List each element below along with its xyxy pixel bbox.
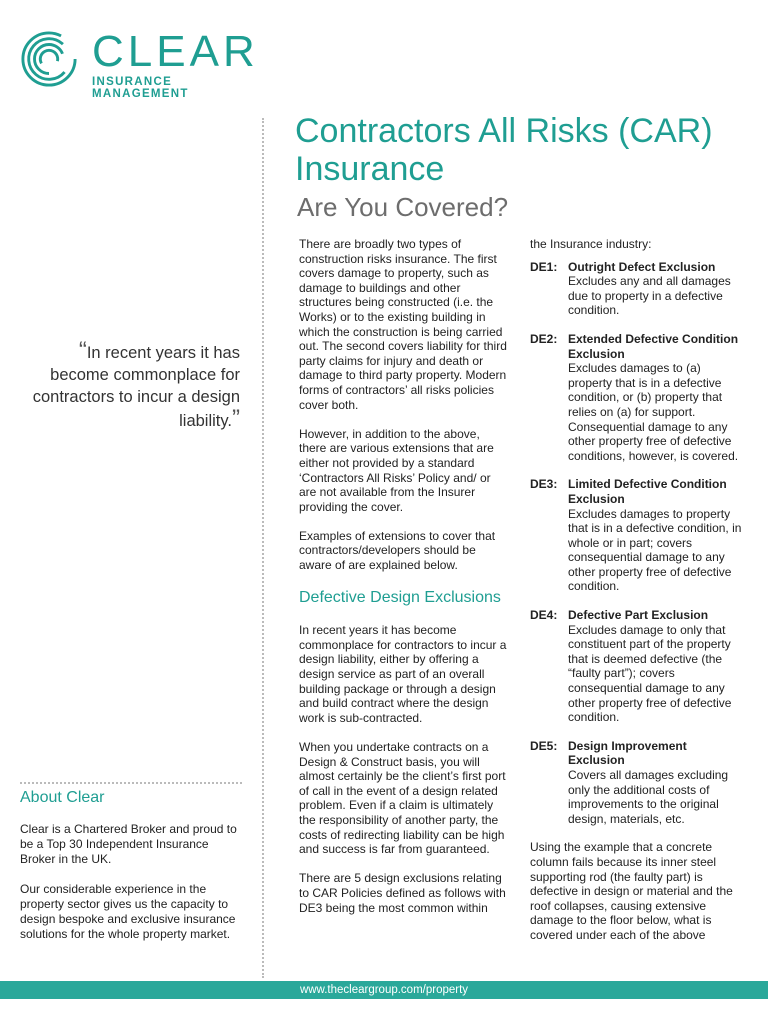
open-quote-mark: “ bbox=[78, 337, 87, 364]
brand-name: CLEAR bbox=[92, 27, 259, 76]
body-paragraph: Using the example that a concrete column fails because its inner steel supporting rod (the faulty part) is defective in design or material and the roof collapses, causing extensive damage to the floor below, what is covered under each of the above bbox=[530, 840, 733, 942]
exclusion-code: DE3: bbox=[530, 477, 558, 492]
about-paragraph: Our considerable experience in the property sector gives us the capacity to design bespoke and exclusive insurance solutions for the whole property market. bbox=[20, 882, 236, 941]
body-paragraph: Examples of extensions to cover that contractors/developers should be aware of are explained below. bbox=[299, 528, 496, 573]
about-paragraph: Clear is a Chartered Broker and proud to be a Top 30 Independent Insurance Broker in the UK. bbox=[20, 822, 237, 866]
body-column-1 bbox=[299, 237, 509, 930]
exclusion-title: Limited Defective Condition Exclusion bbox=[568, 477, 727, 506]
body-paragraph: However, in addition to the above, there are various extensions that are either not provided by a standard ‘Contractors All Risks’ Policy and/ or are not available from the Insurer providing the cover. bbox=[299, 426, 494, 514]
section-heading: Defective Design Exclusions bbox=[299, 589, 501, 607]
exclusion-item bbox=[530, 477, 745, 594]
footer-url-link[interactable]: www.thecleargroup.com/property bbox=[299, 984, 469, 996]
brand-tagline: INSURANCE MANAGEMENT bbox=[92, 76, 189, 100]
exclusion-text: Excludes damage to only that constituent part of the property that is deemed defective (the “faulty part”); covers consequential damage to any other property free of defective condition. bbox=[568, 622, 732, 725]
exclusion-title: Extended Defective Condition Exclusion bbox=[568, 331, 739, 361]
exclusion-code: DE1: bbox=[530, 259, 558, 274]
body-paragraph: When you undertake contracts on a Design & Construct basis, you will almost certainly be the client’s first port of call in the event of a design related problem. Even if a claim is ultimately the responsibility of another party, the costs of redirecting liability can be high and success is far from guaranteed. bbox=[299, 740, 506, 857]
exclusion-text: Excludes damages to (a) property that is in a defective condition, or (b) property that relies on (a) for support. Consequential damage to any other property free of defective conditions, however, is covered. bbox=[568, 361, 739, 463]
exclusion-body bbox=[568, 332, 745, 463]
exclusion-body bbox=[568, 739, 745, 827]
exclusion-body bbox=[568, 608, 745, 725]
pull-quote-text: In recent years it has become commonplace for contractors to incur a design liability. bbox=[32, 344, 240, 430]
exclusion-item bbox=[530, 739, 745, 827]
about-heading: About Clear bbox=[20, 789, 105, 806]
close-quote-mark: ” bbox=[232, 405, 240, 432]
body-column-2 bbox=[530, 237, 745, 943]
exclusion-title: Outright Defect Exclusion bbox=[568, 259, 716, 274]
exclusion-text: Excludes any and all damages due to property in a defective condition. bbox=[568, 274, 731, 318]
footer-bar bbox=[0, 981, 768, 999]
concentric-swirl-icon bbox=[20, 30, 78, 88]
page-title: Contractors All Risks (CAR) Insurance bbox=[295, 112, 713, 188]
pull-quote bbox=[30, 337, 240, 432]
exclusion-body bbox=[568, 477, 745, 594]
brand-logo bbox=[20, 28, 270, 98]
horizontal-divider bbox=[20, 782, 242, 784]
body-paragraph: In recent years it has become commonplace for contractors to incur a design liability, either by offering a design service as part of an overall building package or through a design and build contract where the design work is sub-contracted. bbox=[299, 623, 507, 725]
exclusion-item bbox=[530, 332, 745, 463]
exclusion-body bbox=[568, 260, 745, 318]
vertical-divider bbox=[262, 118, 264, 978]
about-section bbox=[20, 822, 245, 957]
exclusion-text: Covers all damages excluding only the additional costs of improvements to the original design, materials, etc. bbox=[568, 768, 729, 826]
exclusion-item bbox=[530, 260, 745, 318]
page-subtitle: Are You Covered? bbox=[297, 192, 509, 222]
body-paragraph: the Insurance industry: bbox=[530, 237, 652, 251]
exclusion-code: DE2: bbox=[530, 331, 558, 346]
exclusion-title: Defective Part Exclusion bbox=[568, 608, 709, 623]
exclusion-code: DE5: bbox=[530, 738, 558, 753]
exclusion-code: DE4: bbox=[530, 608, 558, 623]
body-paragraph: There are broadly two types of construction risks insurance. The first covers damage to property, such as damage to buildings and other structures being constructed (i.e. the Works) or to the existing building in which the construction is being carried out. The second covers liability for third party claims for injury and death or damage to third party property. Modern forms of contractors’ all risks policies cover both. bbox=[299, 237, 507, 412]
body-paragraph: There are 5 design exclusions relating to CAR Policies defined as follows with DE3 being the most common within bbox=[299, 871, 506, 915]
exclusion-text: Excludes damages to property that is in a defective condition, in whole or in part; covers consequential damage to any other property free of defective condition. bbox=[568, 506, 742, 594]
exclusion-title: Design Improvement Exclusion bbox=[568, 738, 687, 768]
exclusion-item bbox=[530, 608, 745, 725]
